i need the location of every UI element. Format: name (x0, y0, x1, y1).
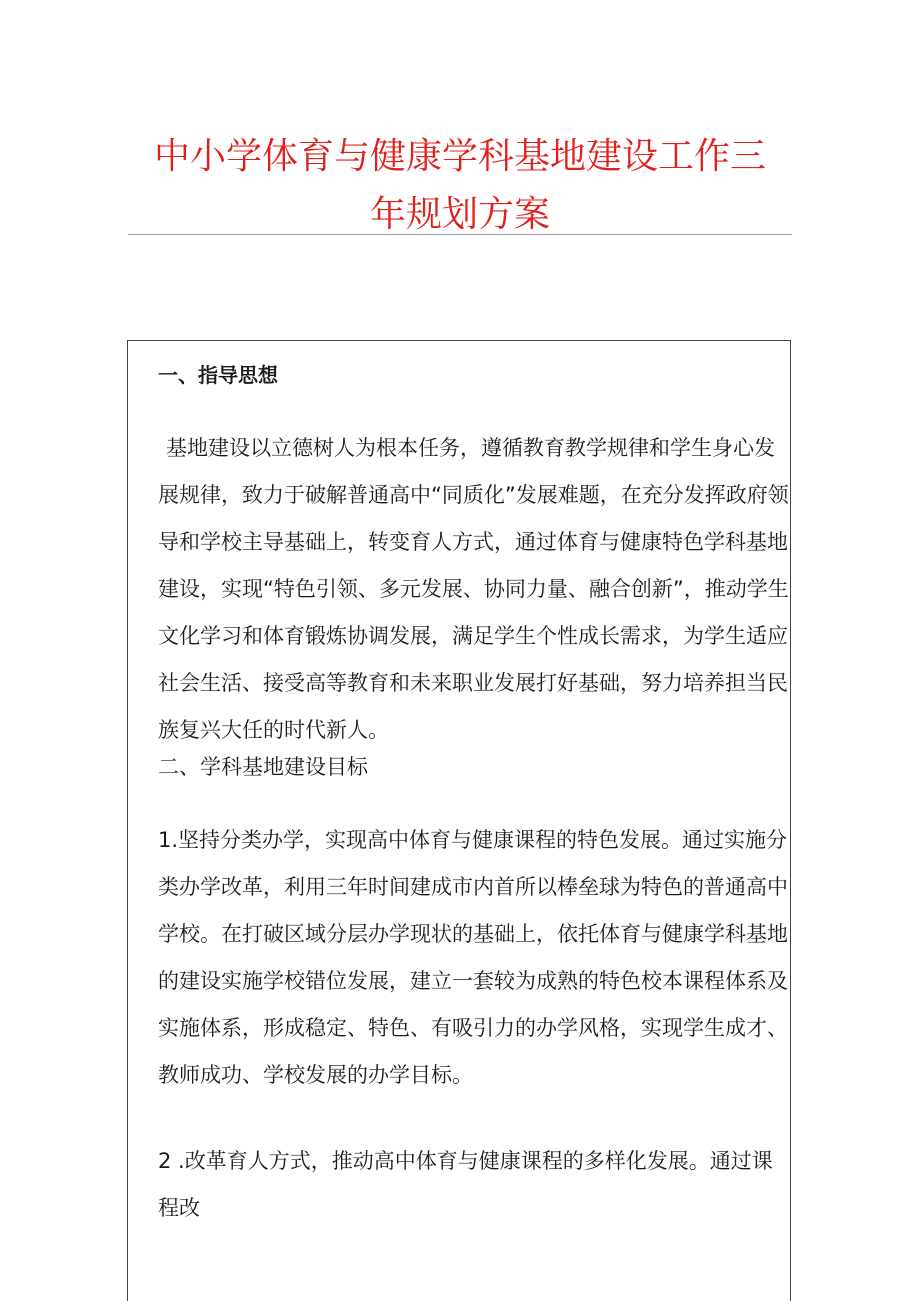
goal-item-2: 2 .改革育人方式，推动高中体育与健康课程的多样化发展。通过课程改 (158, 1149, 773, 1220)
title-line-1: 中小学体育与健康学科基地建设工作三 (153, 136, 766, 177)
section-1-body: 基地建设以立德树人为根本任务，遵循教育教学规律和学生身心发展规律，致力于破解普通高中“同质化”发展难题，在充分发挥政府领导和学校主导基础上，转变育人方式，通过体育与健康特色学科基地建设，实现“特色引领、多元发展、协同力量、融合创新”，推动学生文化学习和体育锻炼协调发展，满足学生个性成长需求，为学生适应社会生活、接受高等教育和未来职业发展打好基础，努力培养担当民族复兴大任的时代新人。 (158, 436, 789, 742)
title-divider (128, 234, 792, 235)
document-title (128, 128, 792, 244)
section-1-heading: 一、指导思想 (158, 363, 278, 387)
title-line-2: 年规划方案 (369, 194, 550, 235)
goal-item-1: 1.坚持分类办学，实现高中体育与健康课程的特色发展。通过实施分类办学改革，利用三年时间建成市内首所以棒垒球为特色的普通高中学校。在打破区域分层办学现状的基础上，依托体育与健康学科基地的建设实施学校错位发展，建立一套较为成熟的特色校本课程体系及实施体系，形成稳定、特色、有吸引力的办学风格，实现学生成才、教师成功、学校发展的办学目标。 (158, 828, 788, 1087)
section-2-heading: 二、学科基地建设目标 (158, 755, 368, 779)
